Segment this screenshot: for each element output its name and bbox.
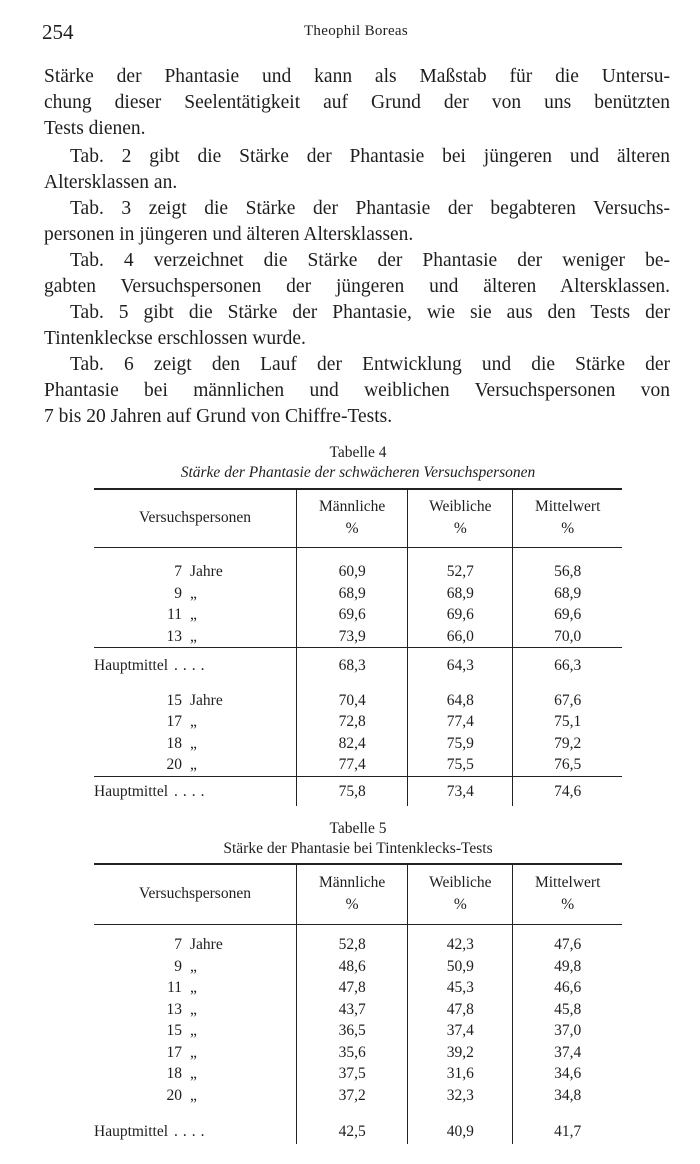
text-line: 7 bis 20 Jahren auf Grund von Chiffre-Tests. [44,406,393,427]
table-label: Tabelle 4 [329,444,387,461]
page-header [42,20,670,46]
table-4 [94,488,622,806]
table-title: Stärke der Phantasie bei Tintenklecks-Tests [223,840,493,857]
table-row: 7 Jahre 52,8 42,3 47,6 [94,934,622,956]
table-title: Stärke der Phantasie der schwächeren Versuchspersonen [180,464,536,481]
table-row: 15 Jahre 70,4 64,8 67,6 [94,690,622,712]
table-row: 18 „ 37,5 31,6 34,6 [94,1063,622,1085]
text-line: Altersklassen an. [44,172,178,193]
table-row: 13 „ 43,7 47,8 45,8 [94,999,622,1021]
running-title: Theophil Boreas [303,23,409,39]
column-header: Mittelwert % [513,489,622,547]
table-row: 15 „ 36,5 37,4 37,0 [94,1020,622,1042]
text-line: Tab. 6 zeigt den Lauf der Entwicklung und die Stärke der [70,354,670,375]
column-header: Weibliche % [408,489,513,547]
table-row: 9 „ 48,6 50,9 49,8 [94,956,622,978]
paragraph [44,352,670,430]
text-line: Tab. 5 gibt die Stärke der Phantasie, wie sie aus den Tests der [70,302,670,323]
table-row-summary: Hauptmittel .... 68,3 64,3 66,3 [94,648,622,684]
text-line: personen in jüngeren und älteren Altersklassen. [44,224,414,245]
table-row-summary: Hauptmittel .... 42,5 40,9 41,7 [94,1120,622,1144]
table-row: 7 Jahre 60,9 52,7 56,8 [94,561,622,583]
table-row-summary: Hauptmittel .... 75,8 73,4 74,6 [94,776,622,806]
table-row: 20 „ 77,4 75,5 76,5 [94,754,622,776]
table-row: 20 „ 37,2 32,3 34,8 [94,1085,622,1107]
table-row: 17 „ 72,8 77,4 75,1 [94,711,622,733]
table-row: 9 „ 68,9 68,9 68,9 [94,583,622,605]
paragraph [44,196,670,248]
text-line: Tab. 3 zeigt die Stärke der Phantasie der begabteren Versuchs- [70,198,670,219]
paragraph [44,144,670,196]
text-line: Tintenkleckse erschlossen wurde. [44,328,306,349]
text-line: Tab. 4 verzeichnet die Stärke der Phantasie der weniger be- [70,250,670,271]
table-5 [94,863,622,1144]
table-label: Tabelle 5 [329,820,387,837]
text-line: Tab. 2 gibt die Stärke der Phantasie bei jüngeren und älteren [70,146,670,167]
text-line: gabten Versuchspersonen der jüngeren und älteren Altersklassen. [44,276,670,297]
table-row: 18 „ 82,4 75,9 79,2 [94,733,622,755]
paragraph [44,64,670,142]
paragraph [44,300,670,352]
text-line: Tests dienen. [44,118,146,139]
table-row: 11 „ 69,6 69,6 69,6 [94,604,622,626]
text-line: chung dieser Seelentätigkeit auf Grund der von uns benützten [44,92,670,113]
column-header: Versuchspersonen [94,864,297,924]
table-row: 11 „ 47,8 45,3 46,6 [94,977,622,999]
column-header: Männliche % [297,489,408,547]
column-header: Mittelwert % [513,864,622,924]
table-4-caption [94,443,622,483]
table-row: 17 „ 35,6 39,2 37,4 [94,1042,622,1064]
paragraph [44,248,670,300]
page-number: 254 [42,20,74,44]
column-header: Versuchspersonen [94,489,297,547]
table-5-caption [94,819,622,859]
column-header: Weibliche % [408,864,513,924]
table-row: 13 „ 73,9 66,0 70,0 [94,626,622,648]
text-line: Phantasie bei männlichen und weiblichen Versuchspersonen von [44,380,670,401]
text-line: Stärke der Phantasie und kann als Maßstab für die Untersu- [44,66,670,87]
column-header: Männliche % [297,864,408,924]
